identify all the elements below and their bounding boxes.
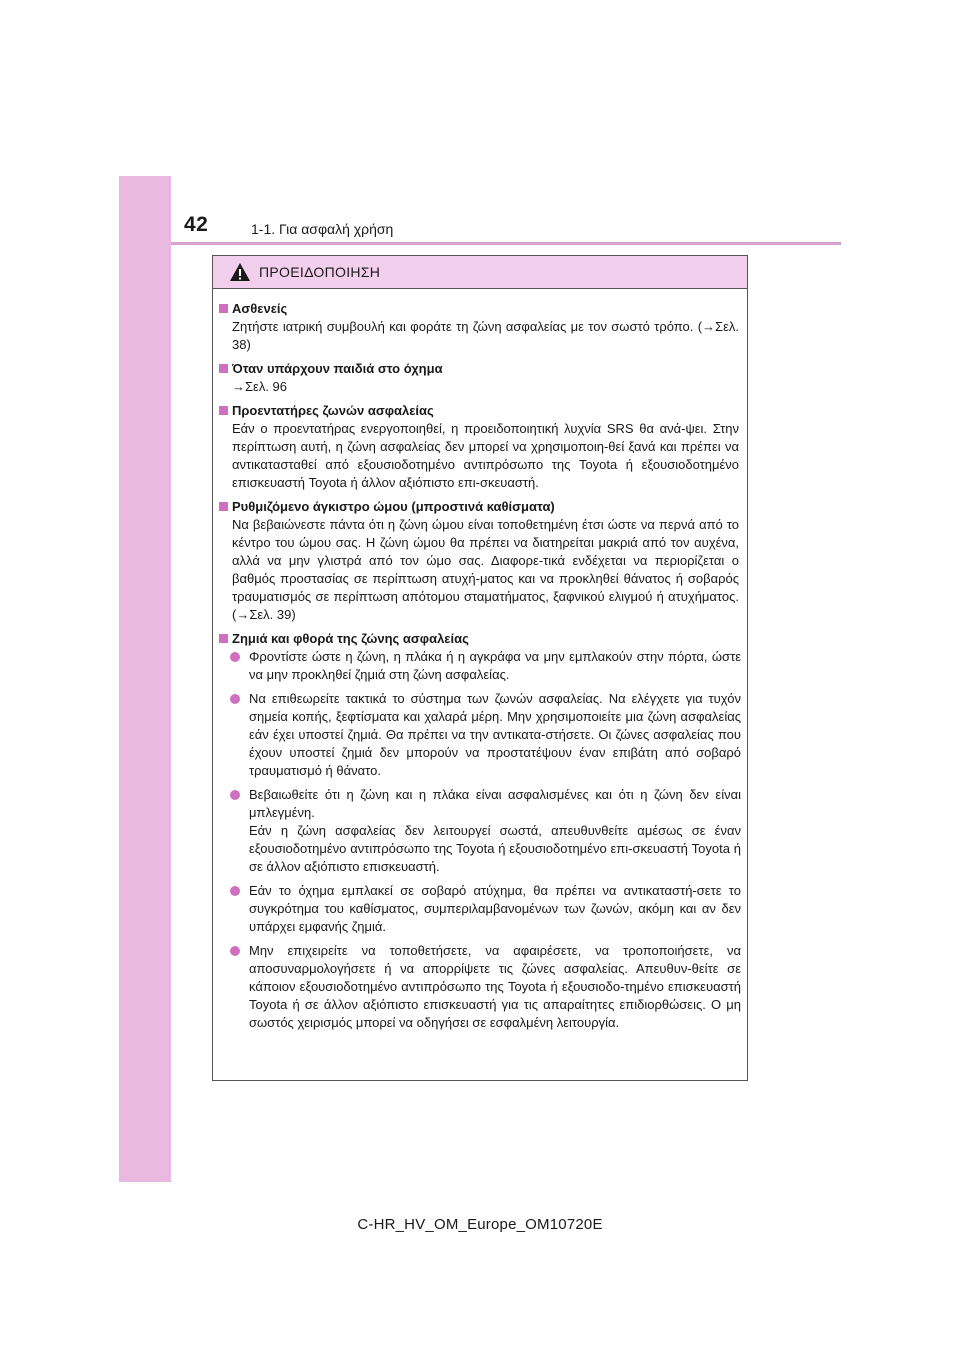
list-item xyxy=(219,882,741,936)
section-pretensioners xyxy=(219,401,741,492)
section-shoulder-anchor xyxy=(219,497,741,624)
section-text: Να βεβαιώνεστε πάντα ότι η ζώνη ώμου είναι τοποθετημένη έτσι ώστε να περνά από το κέντρο του ώμου σας. Η ζώνη ώμου θα πρέπει να διατηρείται μακριά από τον αυχένα, αλλά να μην γλιστρά από τον ώμο σας. Διαφορε-τικά ενδέχεται να περιορίζεται ο βαθμός προστασίας σε περίπτωση ατυχή-ματος και να προκληθεί θάνατος ή σοβαρός τραυματισμός σε περίπτωση απότομου σταματήματος, ξαφνικού ελιγμού ή ατυχήματος. (→Σελ. 39) xyxy=(232,517,739,622)
list-item xyxy=(219,942,741,1032)
section-text: →Σελ. 96 xyxy=(232,379,288,394)
square-bullet-icon xyxy=(219,364,228,373)
section-heading xyxy=(219,497,741,516)
square-bullet-icon xyxy=(219,502,228,511)
list-item-text: Μην επιχειρείτε να τοποθετήσετε, να αφαιρέσετε, να τροποποιήσετε, να αποσυναρμολογήσετε ή να απορρίψετε τις ζώνες ασφαλείας. Απευθυν-θείτε σε κάποιον εξουσιοδοτημένο αντιπρόσωπο της Toyota ή εξουσιοδο-τημένο επισκευαστή Toyota ή σε άλλον αξιόπιστο επισκευαστή για τις απαραίτητες επιδιορθώσεις. Ο μη σωστός χειρισμός μπορεί να οδηγήσει σε εσφαλμένη λειτουργία. xyxy=(249,943,741,1030)
round-bullet-icon xyxy=(230,946,240,956)
section-heading-text: Ρυθμιζόμενο άγκιστρο ώμου (μπροστινά καθίσματα) xyxy=(232,499,555,514)
warning-body xyxy=(213,289,747,1032)
round-bullet-icon xyxy=(230,694,240,704)
square-bullet-icon xyxy=(219,304,228,313)
warning-triangle-icon xyxy=(229,262,251,282)
list-item-text: Εάν το όχημα εμπλακεί σε σοβαρό ατύχημα, θα πρέπει να αντικαταστή-σετε το συγκρότημα του καθίσματος, συμπεριλαμβανομένων των ζωνών, ακόμη και αν δεν υπάρχει εμφανής ζημιά. xyxy=(249,883,741,934)
section-heading-text: Όταν υπάρχουν παιδιά στο όχημα xyxy=(232,361,443,376)
list-item-text: Βεβαιωθείτε ότι η ζώνη και η πλάκα είναι ασφαλισμένες και ότι η ζώνη δεν είναι μπλεγμένη. xyxy=(249,787,741,820)
section-belt-damage xyxy=(219,629,741,1032)
page-number: 42 xyxy=(184,213,209,236)
warning-box xyxy=(212,255,748,1081)
round-bullet-icon xyxy=(230,652,240,662)
section-text: Ζητήστε ιατρική συμβουλή και φοράτε τη ζώνη ασφαλείας με τον σωστό τρόπο. (→Σελ. 38) xyxy=(232,319,739,352)
list-item xyxy=(219,690,741,780)
section-heading-text: Ζημιά και φθορά της ζώνης ασφαλείας xyxy=(232,631,469,646)
section-heading-text: Προεντατήρες ζωνών ασφαλείας xyxy=(232,403,434,418)
list-item xyxy=(219,786,741,876)
section-heading xyxy=(219,401,741,420)
list-item-text: Φροντίστε ώστε η ζώνη, η πλάκα ή η αγκράφα να μην εμπλακούν στην πόρτα, ώστε να μην προκληθεί ζημιά στη ζώνη ασφαλείας. xyxy=(249,649,741,682)
round-bullet-icon xyxy=(230,790,240,800)
section-heading xyxy=(219,299,741,318)
section-children xyxy=(219,359,741,396)
section-heading xyxy=(219,629,741,648)
section-heading xyxy=(219,359,741,378)
list-item-text: Εάν η ζώνη ασφαλείας δεν λειτουργεί σωστά, απευθυνθείτε αμέσως σε έναν εξουσιοδοτημένο αντιπρόσωπο της Toyota ή εξουσιοδοτημένο επι-σκευαστή Toyota ή σε άλλον αξιόπιστο επισκευαστή. xyxy=(249,823,741,874)
square-bullet-icon xyxy=(219,634,228,643)
warning-header xyxy=(213,256,747,289)
document-code: C-HR_HV_OM_Europe_OM10720E xyxy=(357,1216,603,1233)
side-color-band xyxy=(119,176,171,1182)
list-item xyxy=(219,648,741,684)
section-title: 1-1. Για ασφαλή χρήση xyxy=(251,221,394,237)
square-bullet-icon xyxy=(219,406,228,415)
round-bullet-icon xyxy=(230,886,240,896)
section-text: Εάν ο προεντατήρας ενεργοποιηθεί, η προειδοποιητική λυχνία SRS θα ανά-ψει. Στην περίπτωση αυτή, η ζώνη ασφαλείας δεν μπορεί να χρησιμοποιη-θεί ξανά και πρέπει να αντικατασταθεί από εξουσιοδοτημένο αντιπρόσωπο της Toyota ή εξουσιοδοτημένο επισκευαστή Toyota ή άλλον αξιόπιστο επι-σκευαστή. xyxy=(232,421,739,490)
section-patients xyxy=(219,299,741,354)
list-item-text: Να επιθεωρείτε τακτικά το σύστημα των ζωνών ασφαλείας. Να ελέγχετε για τυχόν σημεία κοπής, ξεφτίσματα και χαλαρά μέρη. Μην χρησιμοποιείτε μια ζώνη ασφαλείας εάν έχει υποστεί ζημιά. Θα πρέπει να την αντικατα-στήσετε. Οι ζώνες ασφαλείας που έχουν υποστεί ζημιά δεν μπορούν να προστατέψουν έναν επιβάτη από σοβαρό τραυματισμό ή θάνατο. xyxy=(249,691,741,778)
warning-title: ΠΡΟΕΙΔΟΠΟΙΗΣΗ xyxy=(259,264,381,280)
section-heading-text: Ασθενείς xyxy=(232,301,288,316)
header-divider xyxy=(171,242,841,245)
